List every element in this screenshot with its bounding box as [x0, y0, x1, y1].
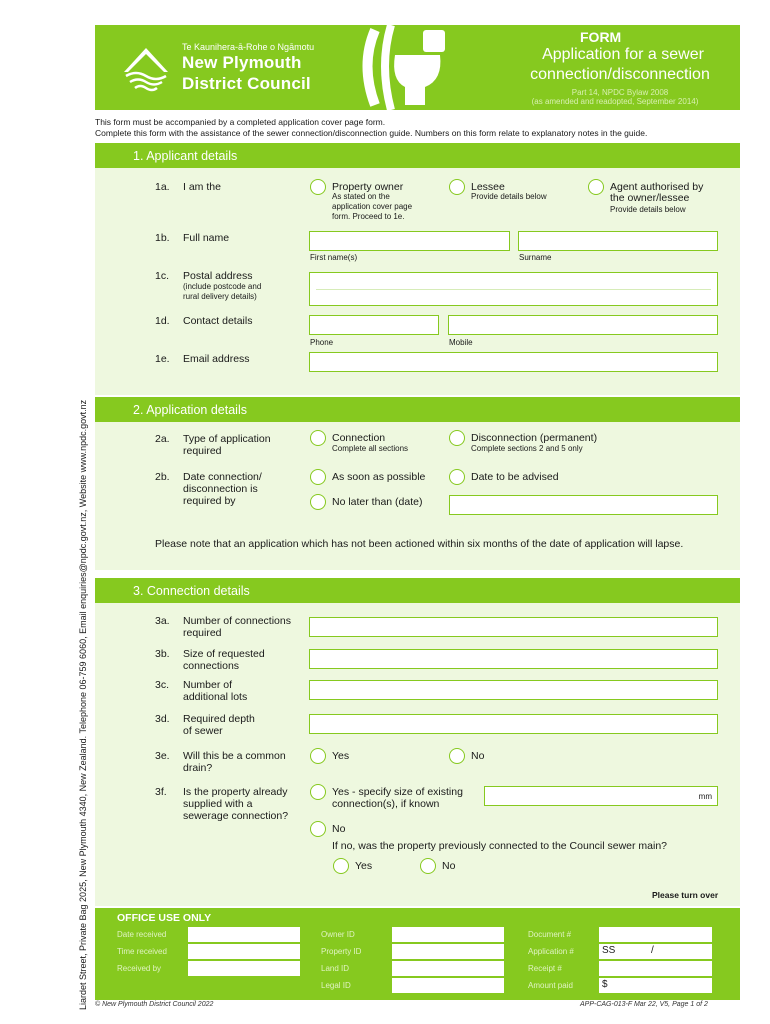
q3e-label1: Will this be a common [183, 750, 286, 762]
received-by-label: Received by [117, 964, 162, 973]
form-title-line2: connection/disconnection [530, 66, 710, 83]
connection-size-input[interactable] [309, 649, 718, 669]
app-prefix: SS [602, 945, 616, 956]
q3d-label2: of sewer [183, 725, 223, 737]
time-received-label: Time received [117, 947, 167, 956]
q3f-label2: supplied with a [183, 798, 253, 810]
q3b-number: 3b. [155, 648, 170, 660]
dollar-sign: $ [602, 979, 608, 990]
application-no-input[interactable] [599, 944, 712, 959]
office-use-heading: OFFICE USE ONLY [117, 912, 212, 924]
additional-lots-input[interactable] [309, 680, 718, 700]
land-id-label: Land ID [321, 964, 350, 973]
owner-id-label: Owner ID [321, 930, 355, 939]
mobile-caption: Mobile [449, 338, 473, 347]
q3c-label1: Number of [183, 679, 233, 691]
q2b-number: 2b. [155, 471, 170, 483]
date-received-input[interactable] [188, 927, 300, 942]
surname-caption: Surname [519, 253, 552, 262]
app-slash: / [651, 945, 654, 956]
q1c-number: 1c. [155, 270, 170, 282]
document-no-label: Document # [528, 930, 572, 939]
opt-owner-note-3: form. Proceed to 1e. [332, 212, 405, 221]
sewer-depth-input[interactable] [309, 714, 718, 734]
form-title-line1: Application for a sewer [542, 46, 704, 63]
common-drain-yes-label: Yes [332, 750, 350, 762]
opt-disconnection-label: Disconnection (permanent) [471, 432, 598, 444]
existing-no-label: No [332, 823, 346, 835]
radio-previously-no[interactable] [420, 858, 436, 874]
date-received-label: Date received [117, 930, 167, 939]
radio-common-drain-yes[interactable] [310, 748, 326, 764]
opt-agent-note: Provide details below [610, 205, 686, 214]
first-name-caption: First name(s) [310, 253, 358, 262]
radio-property-owner[interactable] [310, 179, 326, 195]
intro-line2: Complete this form with the assistance of the sewer connection/disconnection guide. Numbers on this form relate to explanatory notes in the guide. [95, 128, 648, 138]
q2b-label2: disconnection is [183, 483, 258, 495]
q3c-label2: additional lots [183, 691, 248, 703]
q1c-label: Postal address [183, 270, 253, 282]
bylaw-line1: Part 14, NPDC Bylaw 2008 [571, 88, 669, 97]
opt-connection-note: Complete all sections [332, 444, 409, 453]
radio-existing-yes[interactable] [310, 784, 326, 800]
q1e-number: 1e. [155, 353, 170, 365]
legal-id-input[interactable] [392, 978, 504, 993]
q1d-number: 1d. [155, 315, 170, 327]
common-drain-no-label: No [471, 750, 485, 762]
radio-asap[interactable] [310, 469, 326, 485]
q2a-number: 2a. [155, 433, 170, 445]
mm-unit: mm [698, 792, 712, 801]
q2b-label3: required by [183, 495, 236, 507]
radio-date-tba[interactable] [449, 469, 465, 485]
q3d-label1: Required depth [183, 713, 255, 725]
q1c-note2: rural delivery details) [183, 292, 257, 301]
footer-copyright: © New Plymouth District Council 2022 [95, 1001, 214, 1008]
org-name-line2: District Council [182, 74, 311, 93]
received-by-input[interactable] [188, 961, 300, 976]
phone-caption: Phone [310, 338, 334, 347]
previously-connected-question: If no, was the property previously connected to the Council sewer main? [332, 840, 668, 852]
q3e-number: 3e. [155, 750, 170, 762]
q3f-label3: sewerage connection? [183, 810, 289, 822]
q3a-label1: Number of connections [183, 615, 291, 627]
opt-nolater-label: No later than (date) [332, 496, 423, 508]
opt-connection-label: Connection [332, 432, 386, 444]
bylaw-line2: (as amended and readopted, September 2014) [531, 97, 699, 106]
radio-connection[interactable] [310, 430, 326, 446]
section-application-heading: 2. Application details [95, 397, 740, 422]
previously-no-label: No [442, 860, 456, 872]
turn-over-note: Please turn over [652, 890, 719, 900]
existing-yes-line2: connection(s), if known [332, 798, 440, 810]
radio-existing-no[interactable] [310, 821, 326, 837]
q3c-number: 3c. [155, 679, 170, 691]
q3a-label2: required [183, 627, 222, 639]
receipt-no-input[interactable] [599, 961, 712, 976]
radio-disconnection[interactable] [449, 430, 465, 446]
section-applicant-heading: 1. Applicant details [95, 143, 740, 168]
q3e-label2: drain? [183, 762, 213, 774]
opt-owner-note-1: As stated on the [332, 192, 390, 201]
form-label: FORM [580, 29, 622, 45]
legal-id-label: Legal ID [321, 981, 351, 990]
q3d-number: 3d. [155, 713, 170, 725]
q1c-note1: (include postcode and [183, 282, 262, 291]
phone-input[interactable] [309, 315, 439, 335]
surname-input[interactable] [518, 231, 718, 251]
no-later-date-input[interactable] [449, 495, 718, 515]
first-name-input[interactable] [309, 231, 510, 251]
q3b-label2: connections [183, 660, 240, 672]
radio-lessee[interactable] [449, 179, 465, 195]
owner-id-input[interactable] [392, 927, 504, 942]
q3f-number: 3f. [155, 786, 167, 798]
q1a-label: I am the [183, 181, 221, 193]
opt-owner-label: Property owner [332, 181, 404, 193]
opt-agent-line1: Agent authorised by [610, 181, 704, 193]
radio-common-drain-no[interactable] [449, 748, 465, 764]
footer-form-code: APP-CAG-013-F Mar 22, V5, Page 1 of 2 [580, 1001, 708, 1008]
document-no-input[interactable] [599, 927, 712, 942]
opt-agent-line2: the owner/lessee [610, 192, 690, 204]
q2a-label1: Type of application [183, 433, 271, 445]
existing-yes-line1: Yes - specify size of existing [332, 786, 463, 798]
org-name-line1: New Plymouth [182, 53, 302, 72]
address-guide-line [316, 289, 711, 290]
q3f-label1: Is the property already [183, 786, 288, 798]
radio-previously-yes[interactable] [333, 858, 349, 874]
radio-no-later-than[interactable] [310, 494, 326, 510]
toilet-pipe-icon [355, 25, 465, 110]
opt-lessee-note: Provide details below [471, 192, 547, 201]
connections-required-input[interactable] [309, 617, 718, 637]
previously-yes-label: Yes [355, 860, 373, 872]
land-id-input[interactable] [392, 961, 504, 976]
lapse-note: Please note that an application which has not been actioned within six months of the date of application will lapse. [155, 538, 684, 550]
q1d-label: Contact details [183, 315, 253, 327]
opt-asap-label: As soon as possible [332, 471, 426, 483]
q3b-label1: Size of requested [183, 648, 265, 660]
q1b-label: Full name [183, 232, 230, 244]
maori-name: Te Kaunihera-ā-Rohe o Ngāmotu [182, 42, 315, 52]
council-logo-icon [120, 42, 172, 92]
property-id-input[interactable] [392, 944, 504, 959]
opt-tba-label: Date to be advised [471, 471, 559, 483]
property-id-label: Property ID [321, 947, 362, 956]
intro-line1: This form must be accompanied by a completed application cover page form. [95, 117, 386, 127]
q1e-label: Email address [183, 353, 250, 365]
section-connection-heading: 3. Connection details [95, 578, 740, 603]
receipt-no-label: Receipt # [528, 964, 562, 973]
application-no-label: Application # [528, 947, 574, 956]
q3a-number: 3a. [155, 615, 170, 627]
radio-agent[interactable] [588, 179, 604, 195]
opt-disconnection-note: Complete sections 2 and 5 only [471, 444, 583, 453]
existing-size-input[interactable] [484, 786, 718, 806]
email-input[interactable] [309, 352, 718, 372]
amount-paid-label: Amount paid [528, 981, 573, 990]
contact-sidebar: Liardet Street, Private Bag 2025, New Plymouth 4340, New Zealand. Telephone 06-759 6060, Email enquiries@npdc.govt.nz, Website www.npdc.govt.nz [78, 399, 88, 1010]
q1b-number: 1b. [155, 232, 170, 244]
q1a-number: 1a. [155, 181, 170, 193]
amount-paid-input[interactable] [599, 978, 712, 993]
q2b-label1: Date connection/ [183, 471, 262, 483]
q2a-label2: required [183, 445, 222, 457]
opt-lessee-label: Lessee [471, 181, 505, 193]
opt-owner-note-2: application cover page [332, 202, 413, 211]
time-received-input[interactable] [188, 944, 300, 959]
mobile-input[interactable] [448, 315, 718, 335]
postal-address-input[interactable] [309, 272, 718, 306]
